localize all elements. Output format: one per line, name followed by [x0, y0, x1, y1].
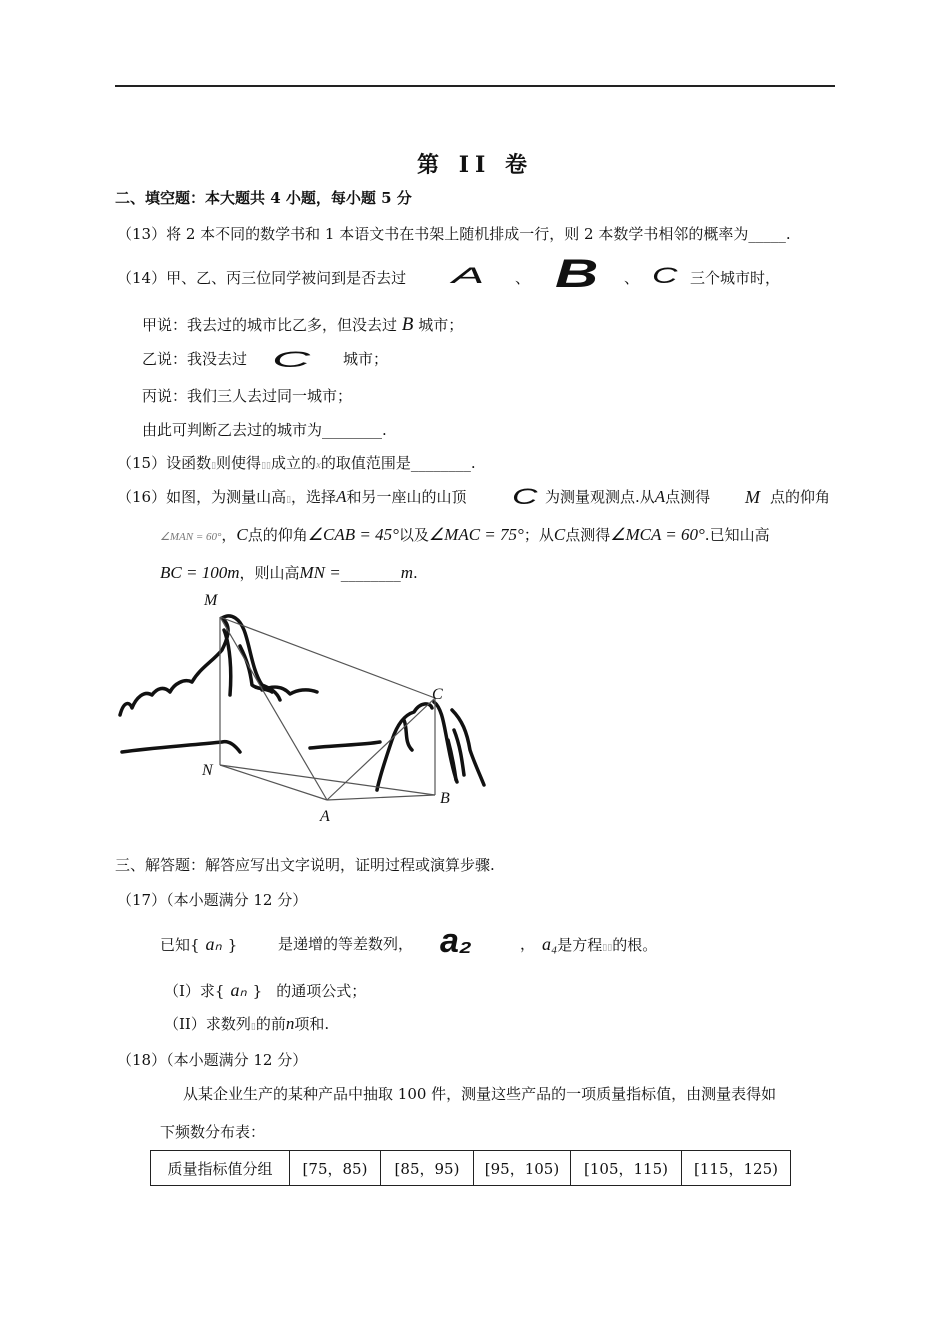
q14-sep1: 、: [515, 269, 531, 287]
q14-city-a: A: [452, 263, 485, 288]
q15-function-image: ▯: [211, 461, 217, 471]
table-cell: [105，115): [571, 1151, 682, 1186]
q17-given-c: a₄是方程▯▯的根。: [542, 934, 658, 954]
figure-label-c: C: [432, 686, 443, 703]
section-heading-fill-in: 二、填空题：本大题共 4 小题，每小题 5 分: [115, 189, 412, 207]
question-18-title: （18）（本小题满分 12 分）: [117, 1051, 308, 1069]
q17-given-b: 是递增的等差数列，: [278, 935, 414, 953]
q14-city-b: B: [555, 252, 599, 296]
figure-label-a: A: [320, 808, 330, 825]
q17-part-2: （II）求数列▯的前n项和.: [164, 1014, 330, 1033]
q17-equation-image: ▯▯: [602, 943, 613, 953]
q17-a2: a₂: [440, 922, 472, 960]
q16-mn-image: ▯: [286, 495, 292, 505]
q17-given-a: 已知{ aₙ }: [160, 934, 238, 954]
header-rule: [115, 85, 835, 87]
q18-text-1: 从某企业生产的某种产品中抽取 100 件，测量这些产品的一项质量指标值，由测量表得如: [183, 1085, 777, 1103]
q14-sep2: 、: [624, 269, 640, 287]
q16-m: M: [745, 487, 760, 507]
q18-text-2: 下频数分布表：: [160, 1123, 266, 1141]
q14-statement-jia: 甲说：我去过的城市比乙多，但没去过 B 城市；: [142, 314, 464, 335]
q14-city-c: C: [652, 263, 678, 288]
q15-inequality-image: ▯▯: [261, 461, 271, 471]
q17-comma: ，: [520, 935, 536, 953]
q14-statement-yi: 乙说：我没去过: [142, 350, 248, 368]
figure-label-b: B: [440, 790, 450, 807]
question-13: （13）将 2 本不同的数学书和 1 本语文书在书架上随机排成一行，则 2 本数学书相邻的概率为_____.: [117, 225, 791, 243]
question-16-line-3: BC = 100m，则山高MN =________m.: [160, 563, 418, 582]
table-cell: 质量指标值分组: [151, 1151, 290, 1186]
page-title: 第 II 卷: [417, 152, 533, 178]
q14-yi-c: C: [272, 347, 311, 372]
table-cell: [75，85): [290, 1151, 381, 1186]
table-cell: [85，95): [381, 1151, 474, 1186]
q14-suffix: 三个城市时，: [690, 269, 781, 287]
question-16-line-1: （16）如图，为测量山高▯，选择A和另一座山的山顶: [117, 487, 467, 506]
question-15: （15）设函数▯则使得▯▯成立的x的取值范围是________.: [117, 454, 476, 472]
mountain-figure: [112, 590, 492, 834]
q14-statement-bing: 丙说：我们三人去过同一城市；: [142, 387, 353, 405]
question-17-title: （17）（本小题满分 12 分）: [117, 891, 308, 909]
q14-jia-b: B: [401, 314, 414, 335]
question-16-line-2: ∠MAN = 60°，C点的仰角∠CAB = 45°以及∠MAC = 75°；从C点测得∠MCA = 60°.已知山高: [160, 525, 770, 544]
q17-part-1: （I）求{ aₙ } 的通项公式；: [164, 980, 367, 1000]
figure-label-m: M: [204, 592, 218, 609]
section-heading-answers: 三、解答题：解答应写出文字说明，证明过程或演算步骤.: [115, 856, 495, 874]
question-16-line-1b: 为测量观测点.从A点测得: [545, 487, 711, 506]
q16-elevation: 点的仰角: [770, 488, 831, 506]
figure-label-n: N: [202, 762, 213, 779]
q14-yi-suffix: 城市；: [343, 350, 389, 368]
q14-conclusion: 由此可判断乙去过的城市为________.: [142, 421, 387, 439]
question-14-line: [117, 268, 406, 288]
q14-prefix: （14）甲、乙、丙三位同学被问到是否去过: [117, 269, 407, 287]
table-cell: [115，125): [682, 1151, 791, 1186]
table-cell: [95，105): [474, 1151, 571, 1186]
q17-sequence-image: ▯: [250, 1022, 256, 1032]
table-row: [151, 1151, 791, 1186]
frequency-table: [150, 1150, 791, 1186]
mountain-diagram: [112, 590, 492, 830]
q16-c: C: [512, 484, 538, 509]
